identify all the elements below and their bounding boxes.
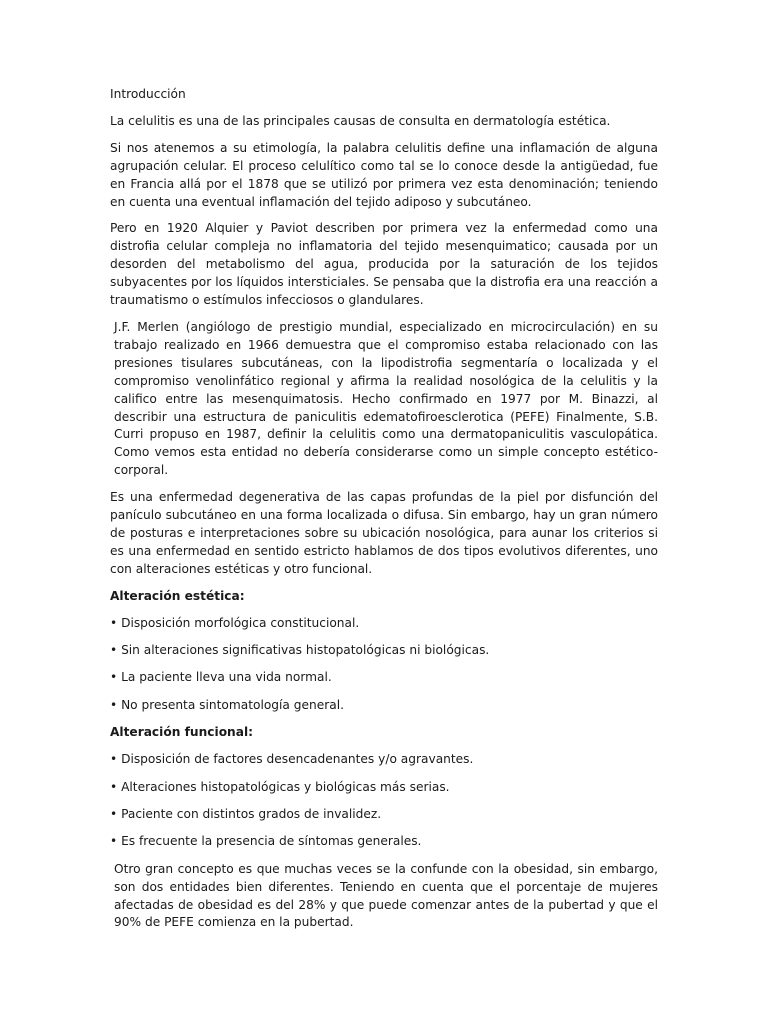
aesthetic-item: • Sin alteraciones significativas histopatológicas ni biológicas. [110,642,490,657]
paragraph-history: Pero en 1920 Alquier y Paviot describen por primera vez la enfermedad como una distrofia celular compleja no inflamatoria del tejido mesenquimatico; causada por un desorden del metabolismo del agua, producida por la saturación de los tejidos subyacentes por los líquidos intersticiales. Se pensaba que la distrofia era una reacción a traumatismo o estímulos infecciosos o glandulares. [110,221,658,308]
aesthetic-item: • No presenta sintomatología general. [110,697,344,712]
paragraph-closing: Otro gran concepto es que muchas veces se la confunde con la obesidad, sin embargo, son dos entidades bien diferentes. Teniendo en cuenta que el porcentaje de mujeres afectadas de obesidad es del 28% y que puede comenzar antes de la pubertad y que el 90% de PEFE comienza en la pubertad. [114,861,658,930]
paragraph-definition: Es una enfermedad degenerativa de las capas profundas de la piel por disfunción del panículo subcutáneo en una forma localizada o difusa. Sin embargo, hay un gran número de posturas e interpretaciones sobre su ubicación nosológica, para aunar los criterios si es una enfermedad en sentido estricto hablamos de dos tipos evolutivos diferentes, uno con alteraciones estéticas y otro funcional. [110,490,658,576]
aesthetic-item: • La paciente lleva una vida normal. [110,670,332,685]
document-title: Introducción [110,87,186,101]
functional-item: • Es frecuente la presencia de síntomas generales. [110,834,422,849]
paragraph-etymology: Si nos atenemos a su etimología, la palabra celulitis define una inflamación de alguna agrupación celular. El proceso celulítico como tal se lo conoce desde la antigüedad, fue en Francia allá por el 1878 que se utilizó por primera vez esta denominación; teniendo en cuenta una eventual inflamación del tejido adiposo y subcutáneo. [110,140,658,209]
aesthetic-heading: Alteración estética: [110,588,245,603]
aesthetic-item: • Disposición morfológica constitucional. [110,615,360,630]
functional-heading: Alteración funcional: [110,725,254,740]
paragraph-intro: La celulitis es una de las principales causas de consulta en dermatología estética. [110,113,611,128]
document-page [110,86,658,941]
functional-item: • Disposición de factores desencadenantes y/o agravantes. [110,752,474,767]
paragraph-merlen: J.F. Merlen (angiólogo de prestigio mundial, especializado en microcirculación) en su trabajo realizado en 1966 demuestra que el compromiso estaba relacionado con las presiones tisulares subcutáneas, con la lipodistrofia segmentaría o localizada y el compromiso venolinfático regional y afirma la realidad nosológica de la celulitis y la califico entre las mesenquimatosis. Hecho confirmado en 1977 por M. Binazzi, al describir una estructura de paniculitis edematofiroesclerotica (PEFE) Finalmente, S.B. Curri propuso en 1987, definir la celulitis como una dermatopaniculitis vasculopática. Como vemos esta entidad no debería considerarse como un simple concepto estético-corporal. [114,319,658,478]
functional-item: • Alteraciones histopatológicas y biológicas más serias. [110,779,450,794]
functional-item: • Paciente con distintos grados de invalidez. [110,806,382,821]
